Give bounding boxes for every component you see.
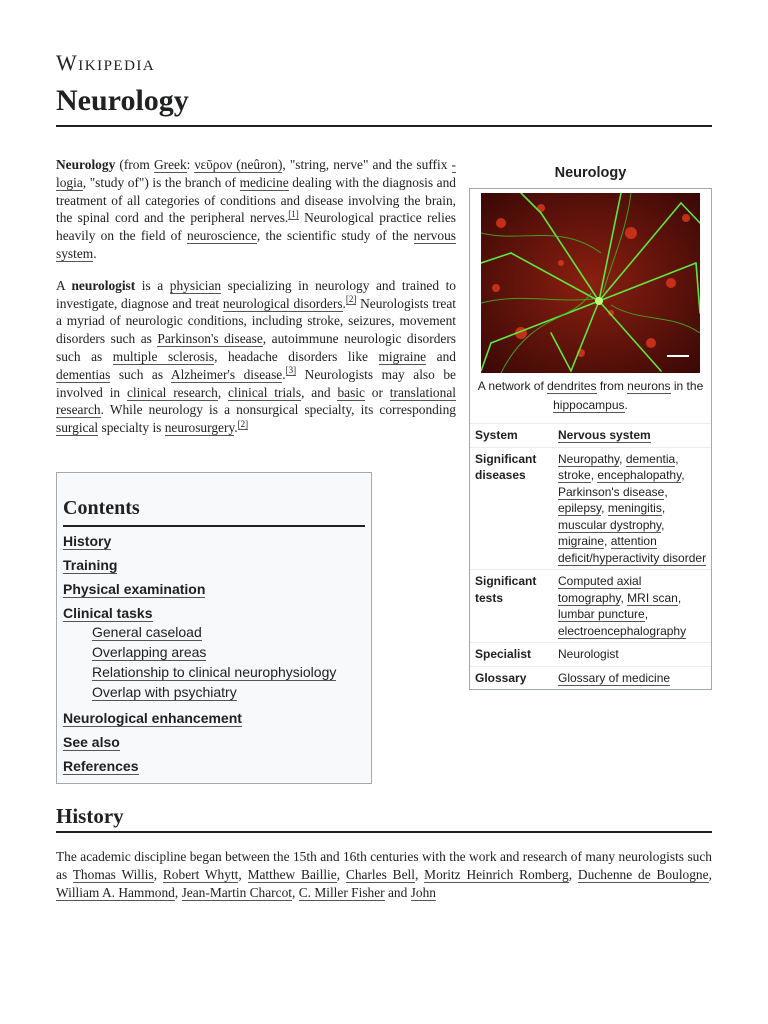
infobox-value [558, 670, 707, 687]
toc-list [63, 533, 367, 782]
intro-paragraph-2: A neurologist is a physician specializing in neurology and trained to investigate, diagnose and treat neurological disorders.[2] Neurologists treat a myriad of neurologic conditions, including stroke, seizures, movement disorders such as Parkinson's disease, autoimmune neurologic disorders such as multiple sclerosis, headache disorders like migraine and dementias such as Alzheimer's disease.[3] Neurologists may also be involved in clinical research, clinical trials, and basic or translational research. While neurology is a nonsurgical specialty, its corresponding surgical specialty is neurosurgery.[2] [56, 277, 457, 436]
infobox-label: Significant tests [475, 574, 537, 605]
wiki-link[interactable]: Alzheimer's disease [170, 366, 283, 382]
wiki-link[interactable]: neurological disorders [222, 295, 343, 311]
wiki-link[interactable]: muscular dystrophy [558, 517, 662, 532]
wiki-link[interactable]: νεῦρον (neûron) [194, 157, 283, 172]
wiki-link[interactable]: meningitis [607, 501, 662, 515]
toc-item[interactable] [63, 758, 367, 775]
wiki-link[interactable]: basic [337, 384, 365, 400]
wiki-link[interactable]: nervous system [56, 228, 456, 261]
citation [288, 209, 299, 220]
history-paragraph: The academic discipline began between the 15th and 16th centuries with the work and research of many neurologists such as Thomas Willis, Robert Whytt, Matthew Baillie, Charles Bell, Moritz Heinrich Romberg, Duchenne de Boulogne, William A. Hammond, Jean-Martin Charcot, C. Miller Fisher and John [56, 849, 712, 900]
citation-link[interactable]: [2] [237, 418, 249, 429]
wiki-link[interactable]: multiple sclerosis [112, 348, 215, 364]
toc-subitem[interactable] [92, 624, 367, 641]
citation-link[interactable]: [1] [288, 208, 299, 219]
toc-subsection-group [63, 624, 367, 701]
toc-item[interactable] [63, 557, 367, 574]
toc-item[interactable] [63, 581, 367, 598]
wiki-link[interactable]: MRI scan [627, 590, 678, 605]
wiki-link[interactable]: clinical research [126, 384, 218, 400]
wiki-link[interactable]: encephalopathy [597, 468, 682, 482]
wiki-link[interactable]: neuroscience [187, 228, 257, 244]
wiki-link[interactable]: Duchenne de Boulogne [577, 866, 709, 882]
wiki-link[interactable]: electroencephalography [558, 623, 687, 638]
bold-term: neurologist [71, 277, 136, 293]
wiki-link[interactable]: William A. Hammond [56, 884, 175, 900]
wiki-link[interactable]: physician [169, 277, 222, 293]
infobox-title: Neurology [554, 165, 627, 181]
infobox-caption: A network of dendrites from neurons in the hippocampus. [477, 379, 704, 412]
wiki-link[interactable]: Moritz Heinrich Romberg [424, 866, 569, 882]
wiki-link[interactable]: Parkinson's disease [558, 484, 665, 499]
wiki-link[interactable]: attention deficit/hyperactivity disorder [558, 534, 707, 565]
hippocampus-neurons-image[interactable] [481, 193, 700, 373]
wiki-link[interactable]: dementia [625, 451, 676, 466]
citation-link[interactable]: [2] [345, 294, 357, 305]
infobox-value: Neuropathy, dementia, stroke, encephalopathy, Parkinson's disease, epilepsy, meningitis, muscular dystrophy, migraine, attention deficit/hyperactivity disorder [558, 451, 707, 565]
history-divider [56, 831, 712, 833]
infobox-row [470, 569, 711, 642]
wiki-link[interactable]: dendrites [547, 379, 597, 393]
wiki-link[interactable]: migraine [558, 534, 605, 548]
wiki-link[interactable]: translational research [56, 384, 456, 418]
toc-subitem[interactable] [92, 664, 367, 681]
toc-item[interactable] [63, 734, 367, 751]
wiki-link[interactable]: Neuropathy [558, 451, 620, 466]
wiki-link[interactable]: lumbar puncture [558, 607, 645, 621]
wiki-link[interactable]: Thomas Willis [72, 866, 154, 882]
wiki-link[interactable]: medicine [239, 174, 289, 190]
toc-item[interactable] [63, 710, 367, 727]
wiki-link[interactable]: Jean-Martin Charcot [181, 884, 292, 900]
wiki-link[interactable]: dementias [56, 366, 111, 382]
toc-subitem-label: Relationship to clinical neurophysiology [92, 664, 337, 680]
wiki-link[interactable]: surgical [56, 420, 99, 436]
infobox-label: System [475, 428, 518, 442]
section-heading-history: History [56, 804, 124, 828]
toc-subitem[interactable] [92, 684, 367, 701]
infobox [469, 188, 712, 690]
wiki-link[interactable]: -logia [56, 157, 456, 190]
wiki-link[interactable]: clinical trials [228, 384, 302, 400]
infobox-value [558, 427, 707, 444]
citation [238, 419, 249, 430]
wiki-link[interactable]: C. Miller Fisher [298, 884, 385, 900]
toc-subitem-label: Overlapping areas [92, 644, 207, 660]
infobox-value: Neurologist [558, 647, 619, 661]
table-of-contents [56, 472, 372, 784]
wiki-link[interactable]: Greek [153, 157, 187, 172]
wiki-link[interactable]: Robert Whytt [162, 866, 239, 882]
wiki-link[interactable]: John [410, 884, 436, 900]
citation [286, 365, 297, 376]
infobox-label: Significant diseases [475, 451, 537, 482]
wiki-link[interactable]: neurons [627, 379, 671, 393]
wiki-link[interactable]: neurosurgery [164, 420, 235, 436]
intro-paragraph-1: Neurology (from Greek: νεῦρον (neûron), "string, nerve" and the suffix -logia, "study of") is the branch of medicine dealing with the diagnosis and treatment of all categories of conditions and disease involving the brain, the spinal cord and the peripheral nerves.[1] Neurological practice relies heavily on the field of neuroscience, the scientific study of the nervous system. [56, 157, 456, 261]
infobox-value: Computed axial tomography, MRI scan, lumbar puncture, electroencephalography [558, 574, 687, 638]
toc-item-label: Training [63, 557, 118, 573]
toc-item[interactable] [63, 533, 367, 550]
infobox-rows [470, 423, 711, 689]
toc-title: Contents [63, 497, 140, 519]
infobox-row [470, 666, 711, 690]
wiki-link[interactable]: Charles Bell [345, 866, 415, 882]
infobox-label: Glossary [475, 670, 527, 685]
toc-item-label: See also [63, 734, 120, 750]
infobox-label: Specialist [475, 647, 532, 661]
wiki-link[interactable]: Matthew Baillie [247, 866, 337, 882]
wikipedia-wordmark[interactable]: Wikipedia [56, 50, 156, 75]
infobox-row [470, 423, 711, 447]
wiki-link[interactable]: epilepsy [558, 501, 602, 515]
toc-item-label: Physical examination [63, 581, 206, 597]
page-title: Neurology [56, 84, 189, 117]
toc-item-label: Clinical tasks [63, 605, 153, 621]
wiki-link[interactable]: Glossary of medicine [558, 670, 671, 685]
toc-subitem[interactable] [92, 644, 367, 661]
title-divider [56, 125, 712, 127]
toc-divider [63, 525, 365, 527]
toc-item-label: Neurological enhancement [63, 710, 242, 726]
wiki-link[interactable]: migraine [378, 348, 427, 364]
toc-item-label: History [63, 533, 112, 549]
toc-item-label: References [63, 758, 139, 774]
citation [346, 294, 357, 305]
wiki-link[interactable]: Parkinson's disease [157, 331, 263, 347]
infobox-row [470, 642, 711, 666]
wiki-link[interactable]: Nervous system [558, 428, 651, 442]
wiki-link[interactable]: stroke [558, 468, 591, 482]
infobox-row [470, 447, 711, 570]
toc-subitem-label: Overlap with psychiatry [92, 684, 237, 700]
bold-term: Neurology [56, 157, 116, 172]
wiki-link[interactable]: Computed axial tomography [558, 574, 642, 605]
toc-subitem-label: General caseload [92, 624, 202, 640]
citation-link[interactable]: [3] [285, 365, 297, 376]
wiki-link[interactable]: hippocampus [553, 398, 625, 412]
toc-item[interactable] [63, 605, 367, 622]
article-intro [56, 156, 456, 451]
